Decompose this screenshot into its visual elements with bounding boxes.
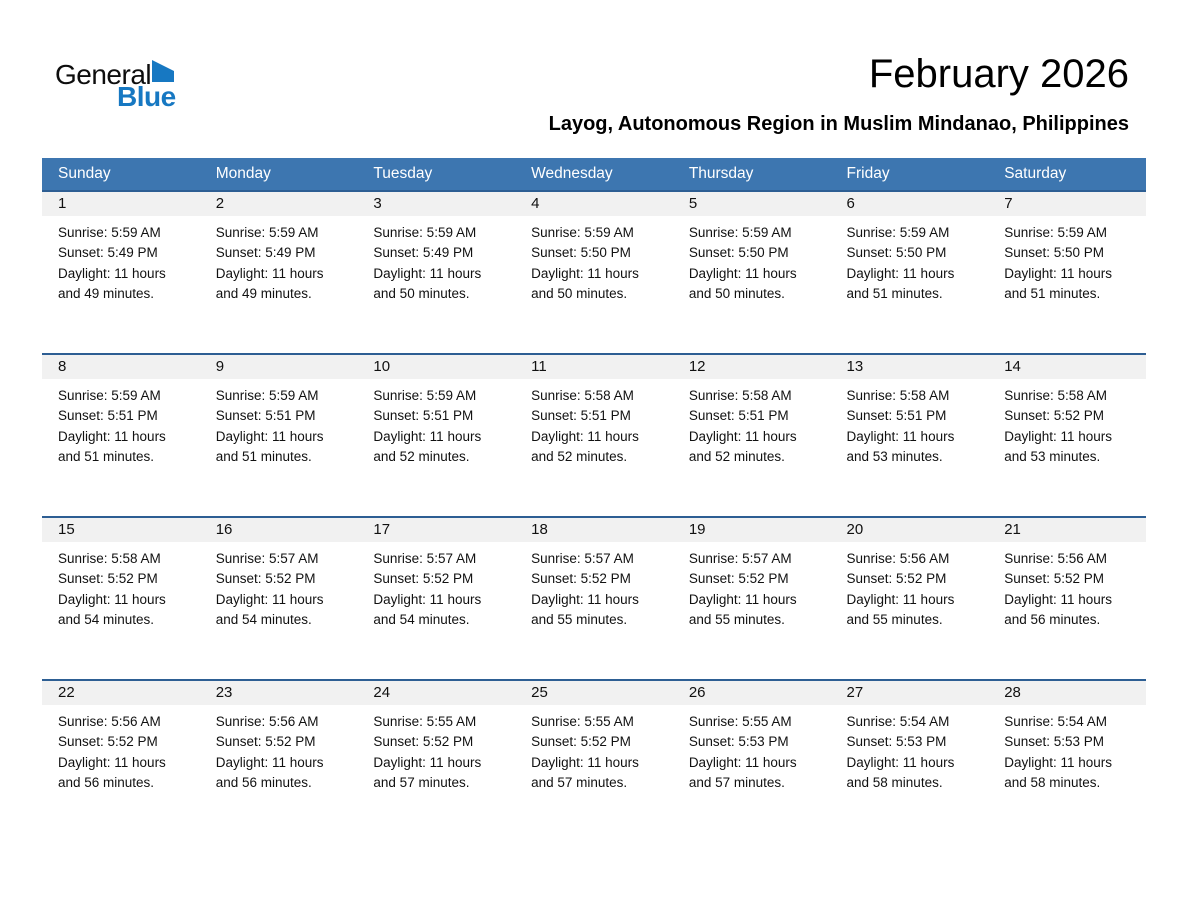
day-info (42, 216, 200, 304)
daylight-text: Daylight: 11 hours and 52 minutes. (531, 428, 639, 464)
calendar-day-cell (673, 517, 831, 680)
daylight-text: Daylight: 11 hours and 56 minutes. (1004, 591, 1113, 627)
sunset-text: Sunset: 5:53 PM (846, 734, 947, 750)
day-number: 27 (831, 681, 989, 705)
sunset-text: Sunset: 5:49 PM (373, 245, 474, 261)
daylight-text: Daylight: 11 hours and 50 minutes. (531, 265, 639, 301)
sunrise-text: Sunrise: 5:59 AM (688, 225, 792, 240)
calendar-day-cell (42, 680, 200, 843)
day-info (515, 379, 673, 467)
daylight-text: Daylight: 11 hours and 51 minutes. (1004, 265, 1113, 301)
daylight-text: Daylight: 11 hours and 56 minutes. (58, 754, 166, 790)
sunset-text: Sunset: 5:52 PM (215, 571, 316, 587)
daylight-text: Daylight: 11 hours and 54 minutes. (215, 591, 324, 627)
day-number: 10 (357, 355, 515, 379)
day-header-saturday: Saturday (988, 158, 1146, 191)
daylight-text: Daylight: 11 hours and 57 minutes. (688, 754, 797, 790)
generalblue-logo (55, 60, 176, 111)
sunrise-text: Sunrise: 5:59 AM (373, 388, 477, 403)
sunset-text: Sunset: 5:52 PM (1004, 408, 1105, 424)
daylight-text: Daylight: 11 hours and 55 minutes. (531, 591, 639, 627)
sunset-text: Sunset: 5:53 PM (688, 734, 789, 750)
calendar-day-cell (831, 680, 989, 843)
sunset-text: Sunset: 5:49 PM (215, 245, 316, 261)
day-header-tuesday: Tuesday (357, 158, 515, 191)
day-number: 1 (42, 192, 200, 216)
calendar-day-cell (200, 354, 358, 517)
day-number: 14 (988, 355, 1146, 379)
day-header-thursday: Thursday (673, 158, 831, 191)
sunrise-text: Sunrise: 5:59 AM (215, 225, 319, 240)
daylight-text: Daylight: 11 hours and 51 minutes. (846, 265, 955, 301)
day-info (515, 542, 673, 630)
sunrise-text: Sunrise: 5:55 AM (373, 714, 477, 729)
day-info (357, 216, 515, 304)
calendar-day-cell (42, 517, 200, 680)
sunrise-text: Sunrise: 5:59 AM (531, 225, 634, 240)
day-info (831, 216, 989, 304)
day-number: 9 (200, 355, 358, 379)
sunset-text: Sunset: 5:52 PM (846, 571, 947, 587)
day-number: 24 (357, 681, 515, 705)
sunrise-text: Sunrise: 5:56 AM (58, 714, 161, 729)
logo-flag-icon (152, 60, 174, 82)
calendar-day-cell (200, 517, 358, 680)
day-number: 15 (42, 518, 200, 542)
calendar-day-cell (42, 354, 200, 517)
daylight-text: Daylight: 11 hours and 49 minutes. (58, 265, 166, 301)
sunset-text: Sunset: 5:52 PM (1004, 571, 1105, 587)
day-number: 7 (988, 192, 1146, 216)
calendar-day-cell (988, 680, 1146, 843)
calendar-day-cell (515, 191, 673, 354)
day-number: 26 (673, 681, 831, 705)
sunrise-text: Sunrise: 5:57 AM (531, 551, 634, 566)
day-info (831, 542, 989, 630)
sunset-text: Sunset: 5:50 PM (846, 245, 947, 261)
page-title: February 2026 (868, 52, 1129, 96)
day-info (988, 379, 1146, 467)
day-number: 22 (42, 681, 200, 705)
day-number: 8 (42, 355, 200, 379)
daylight-text: Daylight: 11 hours and 50 minutes. (373, 265, 482, 301)
logo-text-general: General (55, 59, 152, 90)
calendar-day-cell (988, 354, 1146, 517)
calendar-day-cell (515, 680, 673, 843)
daylight-text: Daylight: 11 hours and 53 minutes. (1004, 428, 1113, 464)
calendar-day-cell (831, 517, 989, 680)
day-header-sunday: Sunday (42, 158, 200, 191)
calendar-day-cell (673, 191, 831, 354)
day-number: 21 (988, 518, 1146, 542)
calendar-week-row (42, 517, 1146, 680)
daylight-text: Daylight: 11 hours and 55 minutes. (688, 591, 797, 627)
day-number: 28 (988, 681, 1146, 705)
day-info (831, 705, 989, 793)
day-number: 3 (357, 192, 515, 216)
day-info (200, 216, 358, 304)
logo-text-blue: Blue (117, 81, 176, 112)
day-info (42, 379, 200, 467)
daylight-text: Daylight: 11 hours and 57 minutes. (373, 754, 482, 790)
calendar-day-cell (831, 354, 989, 517)
day-number: 12 (673, 355, 831, 379)
day-number: 6 (831, 192, 989, 216)
sunset-text: Sunset: 5:52 PM (531, 734, 631, 750)
calendar-week-row (42, 354, 1146, 517)
header (549, 52, 1129, 136)
day-number: 4 (515, 192, 673, 216)
sunset-text: Sunset: 5:52 PM (58, 571, 158, 587)
sunrise-text: Sunrise: 5:57 AM (373, 551, 477, 566)
day-info (515, 705, 673, 793)
sunrise-text: Sunrise: 5:57 AM (215, 551, 319, 566)
daylight-text: Daylight: 11 hours and 55 minutes. (846, 591, 955, 627)
day-number: 17 (357, 518, 515, 542)
sunrise-text: Sunrise: 5:54 AM (1004, 714, 1108, 729)
calendar-day-cell (515, 354, 673, 517)
sunset-text: Sunset: 5:51 PM (846, 408, 947, 424)
calendar-day-cell (357, 354, 515, 517)
calendar-day-cell (200, 680, 358, 843)
calendar-day-cell (357, 680, 515, 843)
calendar-table (42, 158, 1146, 843)
daylight-text: Daylight: 11 hours and 58 minutes. (846, 754, 955, 790)
day-info (357, 705, 515, 793)
day-number: 25 (515, 681, 673, 705)
calendar-day-cell (357, 517, 515, 680)
day-number: 2 (200, 192, 358, 216)
calendar-day-cell (200, 191, 358, 354)
day-info (673, 216, 831, 304)
sunrise-text: Sunrise: 5:58 AM (1004, 388, 1108, 403)
sunset-text: Sunset: 5:50 PM (1004, 245, 1105, 261)
daylight-text: Daylight: 11 hours and 53 minutes. (846, 428, 955, 464)
day-info (357, 542, 515, 630)
calendar-day-cell (673, 680, 831, 843)
day-info (831, 379, 989, 467)
sunset-text: Sunset: 5:51 PM (531, 408, 631, 424)
page-subtitle: Layog, Autonomous Region in Muslim Mindanao, Philippines (548, 113, 1129, 135)
calendar-weeks (42, 191, 1146, 843)
sunset-text: Sunset: 5:50 PM (531, 245, 631, 261)
day-info (357, 379, 515, 467)
day-header-monday: Monday (200, 158, 358, 191)
daylight-text: Daylight: 11 hours and 58 minutes. (1004, 754, 1113, 790)
sunrise-text: Sunrise: 5:58 AM (58, 551, 161, 566)
sunrise-text: Sunrise: 5:55 AM (688, 714, 792, 729)
day-info (988, 705, 1146, 793)
calendar-day-cell (515, 517, 673, 680)
sunset-text: Sunset: 5:51 PM (688, 408, 789, 424)
day-info (42, 542, 200, 630)
calendar-week-row (42, 680, 1146, 843)
sunrise-text: Sunrise: 5:55 AM (531, 714, 634, 729)
sunset-text: Sunset: 5:51 PM (215, 408, 316, 424)
sunrise-text: Sunrise: 5:58 AM (688, 388, 792, 403)
day-info (200, 379, 358, 467)
day-info (42, 705, 200, 793)
day-info (673, 705, 831, 793)
daylight-text: Daylight: 11 hours and 54 minutes. (58, 591, 166, 627)
calendar-week-row (42, 191, 1146, 354)
sunrise-text: Sunrise: 5:54 AM (846, 714, 950, 729)
sunrise-text: Sunrise: 5:59 AM (846, 225, 950, 240)
calendar-day-cell (42, 191, 200, 354)
daylight-text: Daylight: 11 hours and 50 minutes. (688, 265, 797, 301)
day-header-friday: Friday (831, 158, 989, 191)
sunset-text: Sunset: 5:49 PM (58, 245, 158, 261)
sunset-text: Sunset: 5:50 PM (688, 245, 789, 261)
calendar-day-cell (988, 191, 1146, 354)
daylight-text: Daylight: 11 hours and 51 minutes. (58, 428, 166, 464)
calendar-day-cell (831, 191, 989, 354)
day-info (988, 216, 1146, 304)
day-number: 16 (200, 518, 358, 542)
calendar-day-cell (673, 354, 831, 517)
day-info (673, 542, 831, 630)
sunset-text: Sunset: 5:52 PM (688, 571, 789, 587)
daylight-text: Daylight: 11 hours and 52 minutes. (688, 428, 797, 464)
sunset-text: Sunset: 5:52 PM (373, 734, 474, 750)
sunrise-text: Sunrise: 5:59 AM (1004, 225, 1108, 240)
day-number: 13 (831, 355, 989, 379)
day-info (673, 379, 831, 467)
day-number: 11 (515, 355, 673, 379)
sunrise-text: Sunrise: 5:59 AM (215, 388, 319, 403)
day-header-row (42, 158, 1146, 191)
sunrise-text: Sunrise: 5:58 AM (846, 388, 950, 403)
sunrise-text: Sunrise: 5:56 AM (846, 551, 950, 566)
sunrise-text: Sunrise: 5:59 AM (373, 225, 477, 240)
sunset-text: Sunset: 5:52 PM (531, 571, 631, 587)
day-header-wednesday: Wednesday (515, 158, 673, 191)
day-info (200, 542, 358, 630)
daylight-text: Daylight: 11 hours and 57 minutes. (531, 754, 639, 790)
sunset-text: Sunset: 5:51 PM (373, 408, 474, 424)
day-info (200, 705, 358, 793)
day-number: 18 (515, 518, 673, 542)
calendar (42, 158, 1146, 843)
daylight-text: Daylight: 11 hours and 49 minutes. (215, 265, 324, 301)
sunset-text: Sunset: 5:53 PM (1004, 734, 1105, 750)
sunset-text: Sunset: 5:52 PM (215, 734, 316, 750)
day-number: 19 (673, 518, 831, 542)
sunrise-text: Sunrise: 5:59 AM (58, 225, 161, 240)
sunset-text: Sunset: 5:52 PM (58, 734, 158, 750)
calendar-day-cell (357, 191, 515, 354)
day-info (515, 216, 673, 304)
sunrise-text: Sunrise: 5:58 AM (531, 388, 634, 403)
sunset-text: Sunset: 5:52 PM (373, 571, 474, 587)
day-number: 20 (831, 518, 989, 542)
sunrise-text: Sunrise: 5:56 AM (1004, 551, 1108, 566)
daylight-text: Daylight: 11 hours and 51 minutes. (215, 428, 324, 464)
daylight-text: Daylight: 11 hours and 56 minutes. (215, 754, 324, 790)
day-number: 5 (673, 192, 831, 216)
sunrise-text: Sunrise: 5:57 AM (688, 551, 792, 566)
day-number: 23 (200, 681, 358, 705)
calendar-day-cell (988, 517, 1146, 680)
sunrise-text: Sunrise: 5:59 AM (58, 388, 161, 403)
daylight-text: Daylight: 11 hours and 54 minutes. (373, 591, 482, 627)
daylight-text: Daylight: 11 hours and 52 minutes. (373, 428, 482, 464)
day-info (988, 542, 1146, 630)
sunset-text: Sunset: 5:51 PM (58, 408, 158, 424)
sunrise-text: Sunrise: 5:56 AM (215, 714, 319, 729)
